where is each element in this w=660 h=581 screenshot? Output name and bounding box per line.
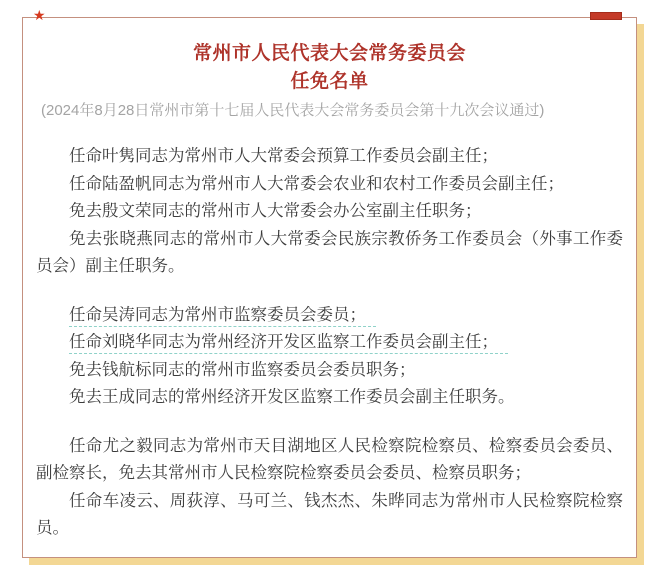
document-header: [23, 18, 636, 122]
document-title-line1: 常州市人民代表大会常务委员会: [192, 43, 466, 64]
red-tab-decoration: [590, 12, 622, 20]
meeting-note: (2024年8月28日常州市第十七届人民代表大会常务委员会第十九次会议通过): [41, 102, 545, 119]
decree-paragraph: 任命叶隽同志为常州市人大常委会预算工作委员会副主任；: [69, 147, 498, 165]
decree-paragraph: [36, 329, 623, 357]
decree-section: [36, 433, 623, 543]
star-icon: ★: [33, 7, 46, 23]
document-card: [22, 7, 637, 558]
decree-body: [23, 143, 636, 543]
decree-paragraph: 免去钱航标同志的常州市监察委员会委员职务；: [69, 360, 416, 379]
decree-paragraph: [36, 302, 623, 330]
decree-paragraph: 任命陆盈帆同志为常州市人大常委会农业和农村工作委员会副主任；: [69, 174, 564, 193]
decree-paragraph: 任命车凌云、周荻淳、马可兰、钱杰杰、朱晔同志为常州市人民检察院检察员。: [36, 491, 623, 537]
decree-section: [36, 302, 623, 412]
decree-paragraph: 任命尤之毅同志为常州市天目湖地区人民检察院检察员、检察委员会委员、副检察长，免去其常州市人民检察院检察委员会委员、检察员职务；: [36, 436, 623, 482]
annotation-underlined-text: 任命刘晓华同志为常州经济开发区监察工作委员会副主任；: [69, 333, 508, 354]
decree-paragraph: 免去张晓燕同志的常州市人大常委会民族宗教侨务工作委员会（外事工作委员会）副主任职务。: [36, 229, 623, 275]
decree-paragraph: 免去殷文荣同志的常州市人大常委会办公室副主任职务；: [69, 202, 482, 220]
document-title-line2: 任免名单: [290, 71, 369, 92]
decree-section: [36, 143, 623, 281]
annotation-underlined-text: 任命吴涛同志为常州市监察委员会委员；: [69, 306, 376, 327]
decree-paragraph: 免去王成同志的常州经济开发区监察工作委员会副主任职务。: [69, 388, 515, 406]
